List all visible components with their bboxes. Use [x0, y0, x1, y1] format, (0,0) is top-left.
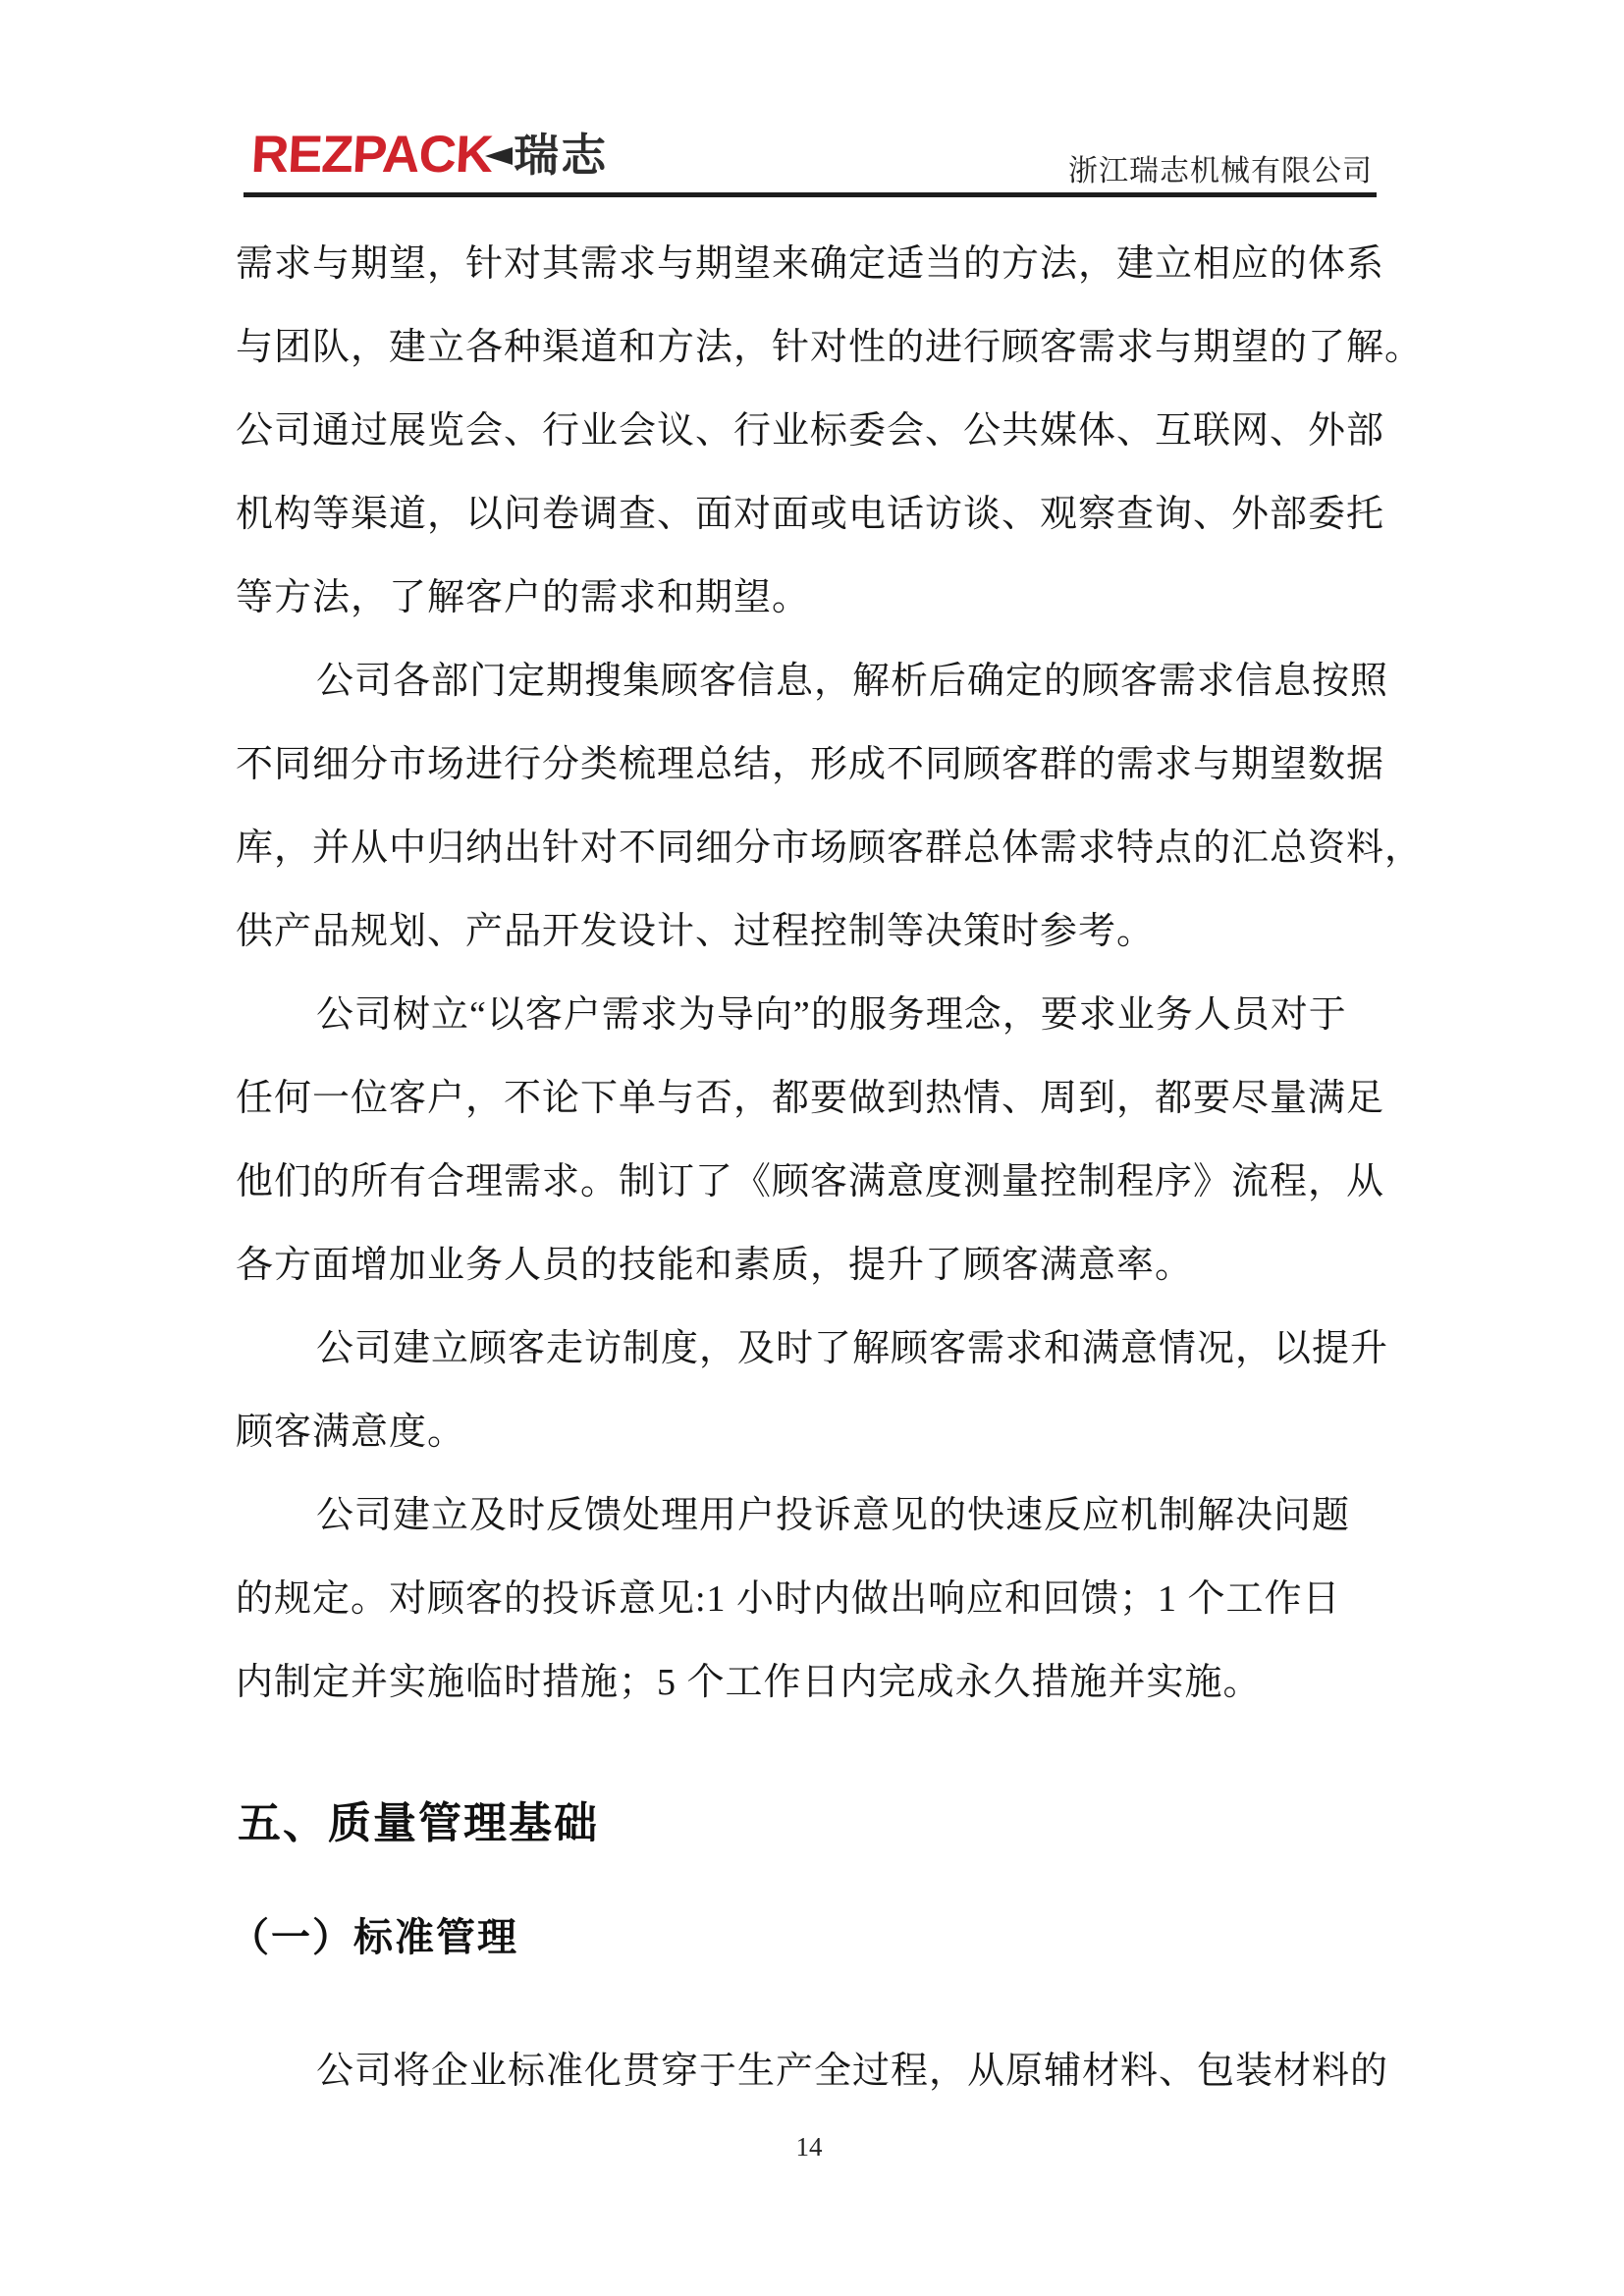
- header-divider: [244, 192, 1377, 197]
- body-line: 的规定。对顾客的投诉意见:1 小时内做出响应和回馈；1 个工作日: [236, 1578, 1341, 1620]
- body-line: 等方法，了解客户的需求和期望。: [236, 577, 811, 618]
- body-line: 顾客满意度。: [236, 1412, 466, 1453]
- document-body: [236, 218, 1424, 1720]
- logo-brand-chinese: 瑞志: [514, 130, 609, 181]
- body-line: 不同细分市场进行分类梳理总结，形成不同顾客群的需求与期望数据: [236, 744, 1385, 785]
- body-line: 内制定并实施临时措施；5 个工作日内完成永久措施并实施。: [236, 1662, 1262, 1703]
- body-line: 需求与期望，针对其需求与期望来确定适当的方法，建立相应的体系: [236, 243, 1385, 285]
- body-line: 与团队，建立各种渠道和方法，针对性的进行顾客需求与期望的了解。: [236, 327, 1424, 368]
- body-line: 供产品规划、产品开发设计、过程控制等决策时参考。: [236, 911, 1156, 952]
- company-name: 浙江瑞志机械有限公司: [1068, 155, 1373, 187]
- section-heading: 五、质量管理基础: [238, 1799, 599, 1847]
- body-line: 任何一位客户，不论下单与否，都要做到热情、周到，都要尽量满足: [236, 1078, 1385, 1119]
- body-line: 公司树立“以客户需求为导向”的服务理念，要求业务人员对于: [316, 994, 1347, 1036]
- body-line: 公司建立及时反馈处理用户投诉意见的快速反应机制解决问题: [316, 1495, 1351, 1536]
- body-line: 他们的所有合理需求。制订了《顾客满意度测量控制程序》流程，从: [236, 1161, 1385, 1202]
- body-line: 库，并从中归纳出针对不同细分市场顾客群总体需求特点的汇总资料，: [236, 828, 1424, 869]
- body-line: 公司建立顾客走访制度，及时了解顾客需求和满意情况，以提升: [316, 1328, 1389, 1369]
- body-line: 机构等渠道，以问卷调查、面对面或电话访谈、观察查询、外部委托: [236, 494, 1385, 535]
- company-logo: [249, 126, 609, 184]
- body-line: 公司各部门定期搜集顾客信息，解析后确定的顾客需求信息按照: [316, 661, 1389, 702]
- body-line: 公司将企业标准化贯穿于生产全过程，从原辅材料、包装材料的: [316, 2051, 1389, 2092]
- body-line: 公司通过展览会、行业会议、行业标委会、公共媒体、互联网、外部: [236, 410, 1385, 452]
- logo-brand-text: REZPACK: [249, 126, 494, 184]
- body-line: 各方面增加业务人员的技能和素质，提升了顾客满意率。: [236, 1245, 1194, 1286]
- subsection-heading: （一）标准管理: [230, 1916, 518, 1959]
- standard-section-text: [236, 2025, 1389, 2109]
- left-arrowhead-icon: [485, 147, 513, 165]
- page-number: 14: [795, 2132, 823, 2162]
